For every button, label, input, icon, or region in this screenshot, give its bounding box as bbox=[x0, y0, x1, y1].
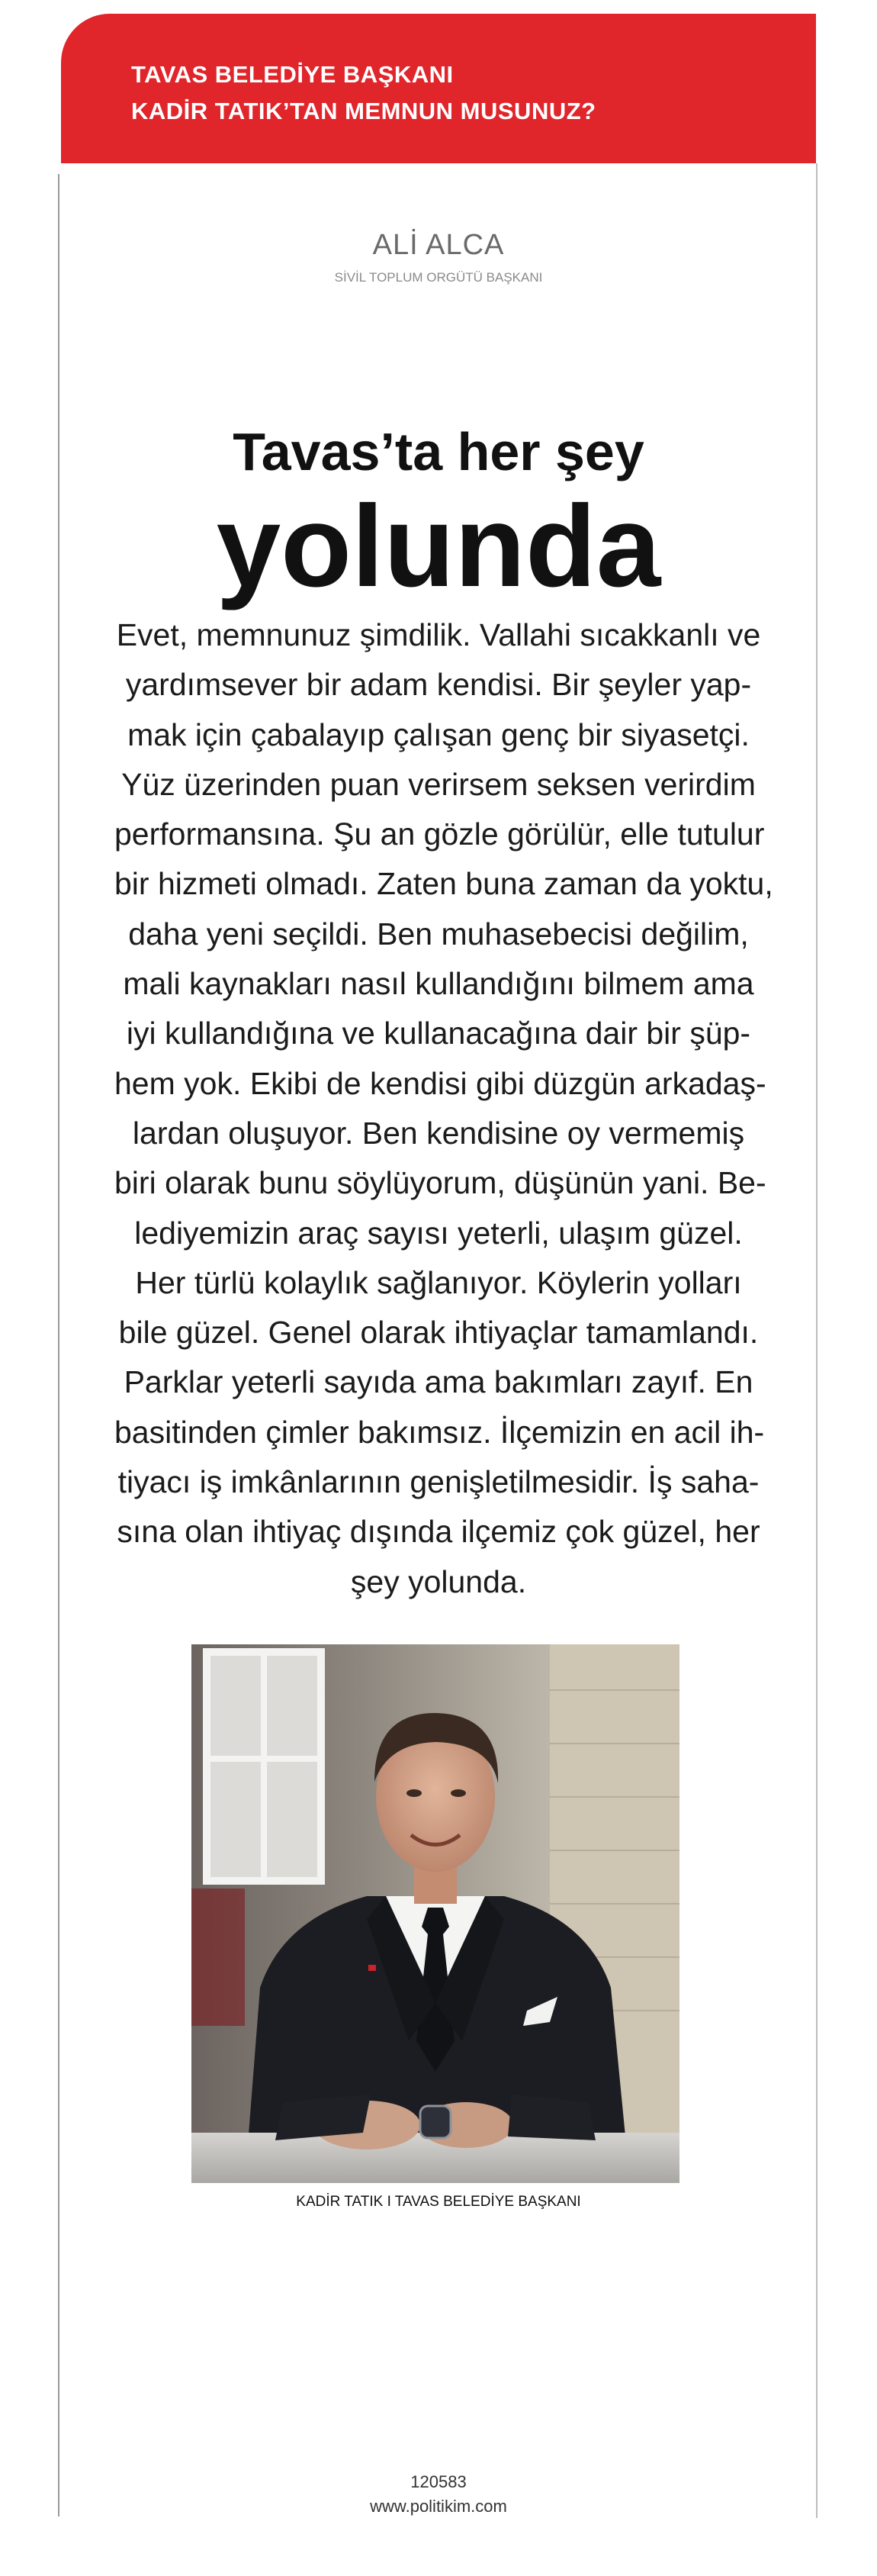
body-line: biri olarak bunu söylüyorum, düşünün yani. Be- bbox=[114, 1165, 766, 1201]
mayor-portrait-photo bbox=[191, 1644, 679, 2183]
body-line: iyi kullandığına ve kullanacağına dair bir şüp- bbox=[126, 1016, 751, 1051]
photo-caption: KADİR TATIK I TAVAS BELEDİYE BAŞKANI bbox=[296, 2194, 581, 2210]
body-line: Her türlü kolaylık sağlanıyor. Köylerin yolları bbox=[135, 1264, 742, 1300]
body-line: daha yeni seçildi. Ben muhasebecisi değilim, bbox=[128, 916, 749, 952]
footer-url: www.politikim.com bbox=[370, 2497, 507, 2516]
body-line: şey yolunda. bbox=[350, 1563, 527, 1599]
header-banner bbox=[61, 14, 816, 163]
body-line: lediyemizin araç sayısı yeterli, ulaşım güzel. bbox=[134, 1215, 743, 1251]
footer-number: 120583 bbox=[410, 2472, 467, 2491]
author-name: ALİ ALCA bbox=[372, 229, 505, 261]
body-line: mak için çabalayıp çalışan genç bir siyasetçi. bbox=[127, 716, 750, 752]
body-line: Parklar yeterli sayıda ama bakımları zayıf. En bbox=[124, 1364, 753, 1400]
body-line: lardan oluşuyor. Ben kendisine oy vermemiş bbox=[132, 1115, 745, 1151]
body-line: hem yok. Ekibi de kendisi gibi düzgün arkadaş- bbox=[114, 1065, 766, 1101]
header-title-line-1: TAVAS BELEDİYE BAŞKANI bbox=[131, 61, 454, 88]
body-line: yardımsever bir adam kendisi. Bir şeyler yap- bbox=[125, 667, 752, 703]
body-line: mali kaynakları nasıl kullandığını bilmem ama bbox=[123, 966, 754, 1002]
body-line: tiyacı iş imkânlarının genişletilmesidir. İş saha- bbox=[117, 1464, 760, 1500]
body-line: basitinden çimler bakımsız. İlçemizin en acil ih- bbox=[114, 1414, 765, 1450]
body-line: bile güzel. Genel olarak ihtiyaçlar tamamlandı. bbox=[118, 1315, 759, 1351]
body-line: performansına. Şu an gözle görülür, elle tutulur bbox=[114, 816, 765, 852]
article-body bbox=[114, 610, 773, 1607]
headline-small: Tavas’ta her şey bbox=[233, 422, 644, 481]
body-line: Yüz üzerinden puan verirsem seksen verirdim bbox=[121, 766, 756, 802]
headline-big: yolunda bbox=[216, 481, 661, 611]
body-line: bir hizmeti olmadı. Zaten buna zaman da yoktu, bbox=[114, 866, 773, 902]
body-line: sına olan ihtiyaç dışında ilçemiz çok güzel, her bbox=[117, 1514, 760, 1550]
header-title-line-2: KADİR TATIK’TAN MEMNUN MUSUNUZ? bbox=[131, 98, 596, 124]
author-title: SİVİL TOPLUM ORGÜTÜ BAŞKANI bbox=[334, 270, 543, 285]
body-line: Evet, memnunuz şimdilik. Vallahi sıcakkanlı ve bbox=[116, 617, 761, 652]
